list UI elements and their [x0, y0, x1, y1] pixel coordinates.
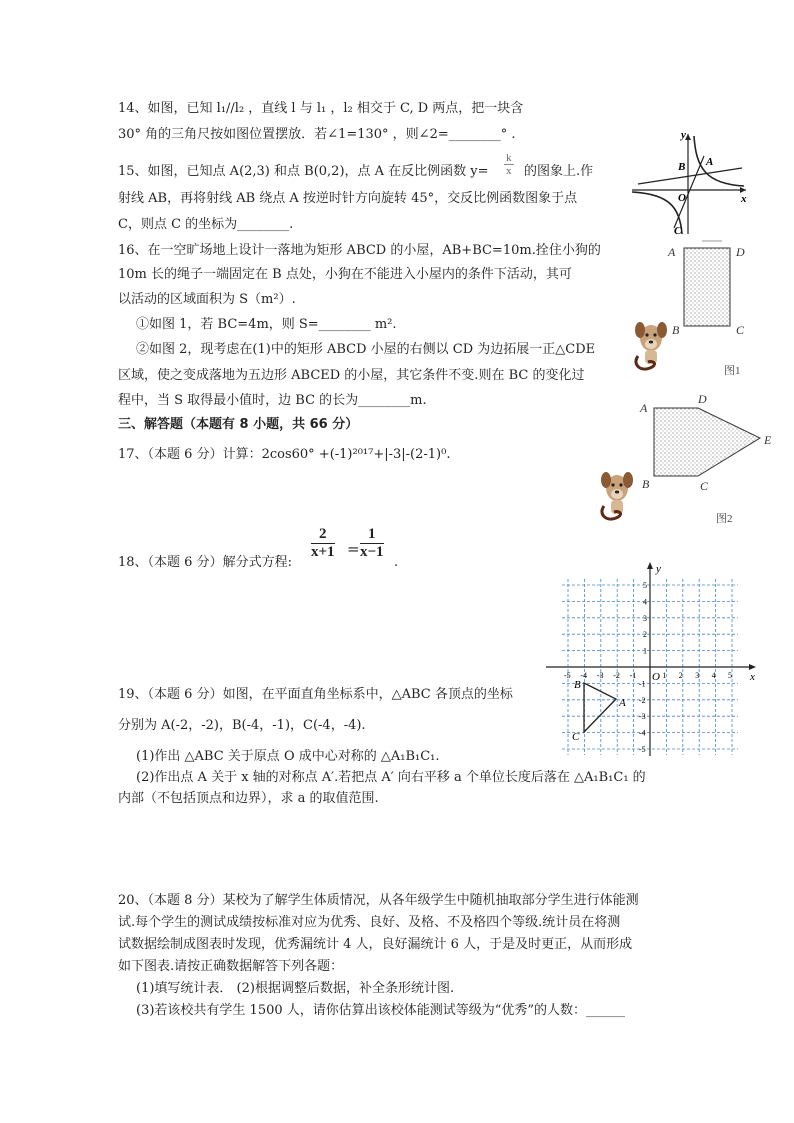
q19-line3: (1)作出 △ABC 关于原点 O 成中心对称的 △A₁B₁C₁.: [136, 749, 440, 764]
grid-y-tick-label: -3: [639, 712, 646, 722]
q19-coordinate-grid: [544, 560, 764, 760]
rect-c-label: C: [736, 323, 745, 337]
q16-figure-1: [662, 236, 766, 380]
graph-y-label: y: [681, 129, 686, 141]
q15-line3: C，则点 C 的坐标为________.: [118, 217, 294, 232]
q19-line5: 内部（不包括顶点和边界），求 a 的取值范围.: [118, 791, 379, 806]
section-3-heading: 三、解答题（本题有 8 小题，共 66 分）: [118, 417, 359, 432]
q20-line3: 试数据绘制成图表时发现，优秀漏统计 4 人，良好漏统计 6 人，于是及时更正，从而形成: [118, 937, 633, 952]
grid-x-tick-label: -4: [580, 671, 588, 680]
graph-c-label: C: [674, 225, 682, 237]
q16-line2: 10m 长的绳子一端固定在 B 点处，小狗在不能进入小屋内的条件下活动，其可: [118, 267, 572, 282]
grid-x-tick-label: -5: [564, 671, 571, 680]
q18-den-right: x−1: [360, 544, 384, 560]
q15-k: k: [506, 152, 512, 164]
q17-text: 17、（本题 6 分）计算：2cos60° +(-1)²⁰¹⁷+|-3|-(2-1)⁰.: [118, 447, 451, 462]
q20-line4: 如下图表.请按正确数据解答下列各题：: [118, 959, 344, 974]
q19-line1: 19、（本题 6 分）如图，在平面直角坐标系中，△ABC 各顶点的坐标: [118, 687, 513, 702]
grid-y-tick-label: 1: [643, 646, 647, 656]
q18-fraction-right: [360, 526, 384, 561]
q19-line4: (2)作出点 A 关于 x 轴的对称点 A′.若把点 A′ 向右平移 a 个单位长度后落在 △A₁B₁C₁ 的: [136, 770, 646, 785]
rect-a-label: A: [668, 245, 676, 259]
q16-line1: 16、在一空旷场地上设计一落地为矩形 ABCD 的小屋，AB+BC=10m.拴住小狗的: [118, 243, 601, 258]
pent-c-label: C: [700, 479, 709, 493]
grid-y-tick-label: 3: [643, 613, 647, 623]
grid-x-arrow: [749, 664, 756, 670]
triangle-abc: [584, 683, 616, 732]
grid-x-tick-label: 1: [662, 671, 667, 680]
q14-line1: 14、如图，已知 l₁//l₂ ，直线 l 与 l₁ ，l₂ 相交于 C, D 两点，把一块含: [118, 101, 524, 116]
q16-line4: ①如图 1，若 BC=4m，则 S=________ m².: [136, 317, 397, 332]
grid-x-tick-label: -3: [596, 671, 604, 680]
q20-line1: 20、（本题 8 分）某校为了解学生体质情况，从各年级学生中随机抽取部分学生进行体能测: [118, 893, 639, 908]
q20-line5: (1)填写统计表． (2)根据调整后数据，补全条形统计图.: [136, 981, 455, 996]
dog-icon: [596, 468, 638, 524]
q15-line1a: 15、如图，已知点 A(2,3) 和点 B(0,2)，点 A 在反比例函数 y=: [118, 164, 489, 179]
figure-1-caption: 图1: [724, 365, 741, 377]
grid-y-label: y: [656, 563, 661, 575]
q15-x: x: [506, 165, 512, 177]
grid-x-tick-label: 3: [695, 671, 700, 680]
grid-x-tick-label: -1: [629, 671, 637, 680]
grid-a-label: A: [619, 697, 626, 709]
q19-line2: 分别为 A(-2，-2)，B(-4，-1)，C(-4，-4).: [118, 718, 366, 733]
grid-origin-label: O: [652, 671, 660, 683]
graph-x-label: x: [741, 193, 747, 205]
grid-x-ticks: [564, 671, 732, 680]
grid-y-tick-label: -5: [639, 745, 646, 754]
q15-line2: 射线 AB，再将射线 AB 绕点 A 按逆时针方向旋转 45°，交反比例函数图象于点: [118, 191, 578, 206]
q16-line6: 区域，使之变成落地为五边形 ABCED 的小屋，其它条件不变.则在 BC 的变化过: [118, 368, 585, 383]
grid-x-tick-label: 4: [711, 671, 716, 680]
q18-fraction-left: [311, 526, 335, 561]
grid-y-tick-label: -4: [639, 728, 646, 738]
pent-a-label: A: [640, 401, 648, 415]
pent-e-label: E: [764, 433, 772, 447]
q18-equals: =: [347, 540, 360, 558]
grid-y-tick-label: -1: [639, 679, 646, 689]
q14-line2: 30° 角的三角尺按如图位置摆放．若∠1=130° ，则∠2=________° .: [118, 127, 516, 142]
q15-line1b: 的图象上.作: [524, 164, 594, 179]
grid-x-label: x: [750, 671, 755, 683]
pent-d-label: D: [698, 392, 707, 406]
q18-num-right: 1: [360, 526, 384, 544]
q18-den-left: x+1: [311, 544, 335, 560]
rect-b-label: B: [672, 323, 680, 337]
grid-y-arrow: [647, 562, 653, 569]
rect-d-label: D: [736, 245, 745, 259]
q16-line3: 以活动的区域面积为 S（m²）.: [118, 292, 296, 307]
q18-num-left: 2: [311, 526, 335, 544]
figure-2-caption: 图2: [716, 513, 733, 525]
grid-b-label: B: [574, 679, 581, 691]
q20-line2: 试.每个学生的测试成绩按标准对应为优秀、良好、及格、不及格四个等级.统计员在将测: [118, 915, 621, 930]
q15-hyperbola-figure: [628, 128, 752, 238]
graph-a-label: A: [706, 156, 714, 168]
dog-icon: [630, 318, 672, 374]
q16-line5: ②如图 2，现考虑在(1)中的矩形 ABCD 小屋的右侧以 CD 为边拓展一正△CDE: [136, 342, 596, 357]
q18-period: .: [394, 555, 399, 570]
q16-figure-2: [636, 392, 778, 528]
q15-k-over-x: [504, 152, 514, 177]
q16-line7: 程中，当 S 取得最小值时，边 BC 的长为________m.: [118, 393, 427, 408]
grid-x-tick-label: 2: [678, 671, 683, 680]
grid-y-tick-label: 2: [643, 630, 647, 640]
grid-y-tick-label: 4: [643, 597, 647, 607]
grid-x-tick-label: -2: [613, 671, 620, 680]
graph-origin-label: O: [678, 192, 686, 204]
q18-label: 18、（本题 6 分）解分式方程:: [118, 555, 292, 570]
pent-b-label: B: [642, 477, 650, 491]
q20-line6: (3)若该校共有学生 1500 人，请你估算出该校体能测试等级为“优秀”的人数：______: [136, 1003, 626, 1018]
grid-y-tick-label: 5: [643, 581, 647, 590]
grid-x-tick-label: 5: [728, 671, 732, 680]
grid-y-tick-label: -2: [639, 695, 646, 705]
graph-b-label: B: [678, 161, 686, 173]
grid-c-label: C: [572, 731, 580, 743]
